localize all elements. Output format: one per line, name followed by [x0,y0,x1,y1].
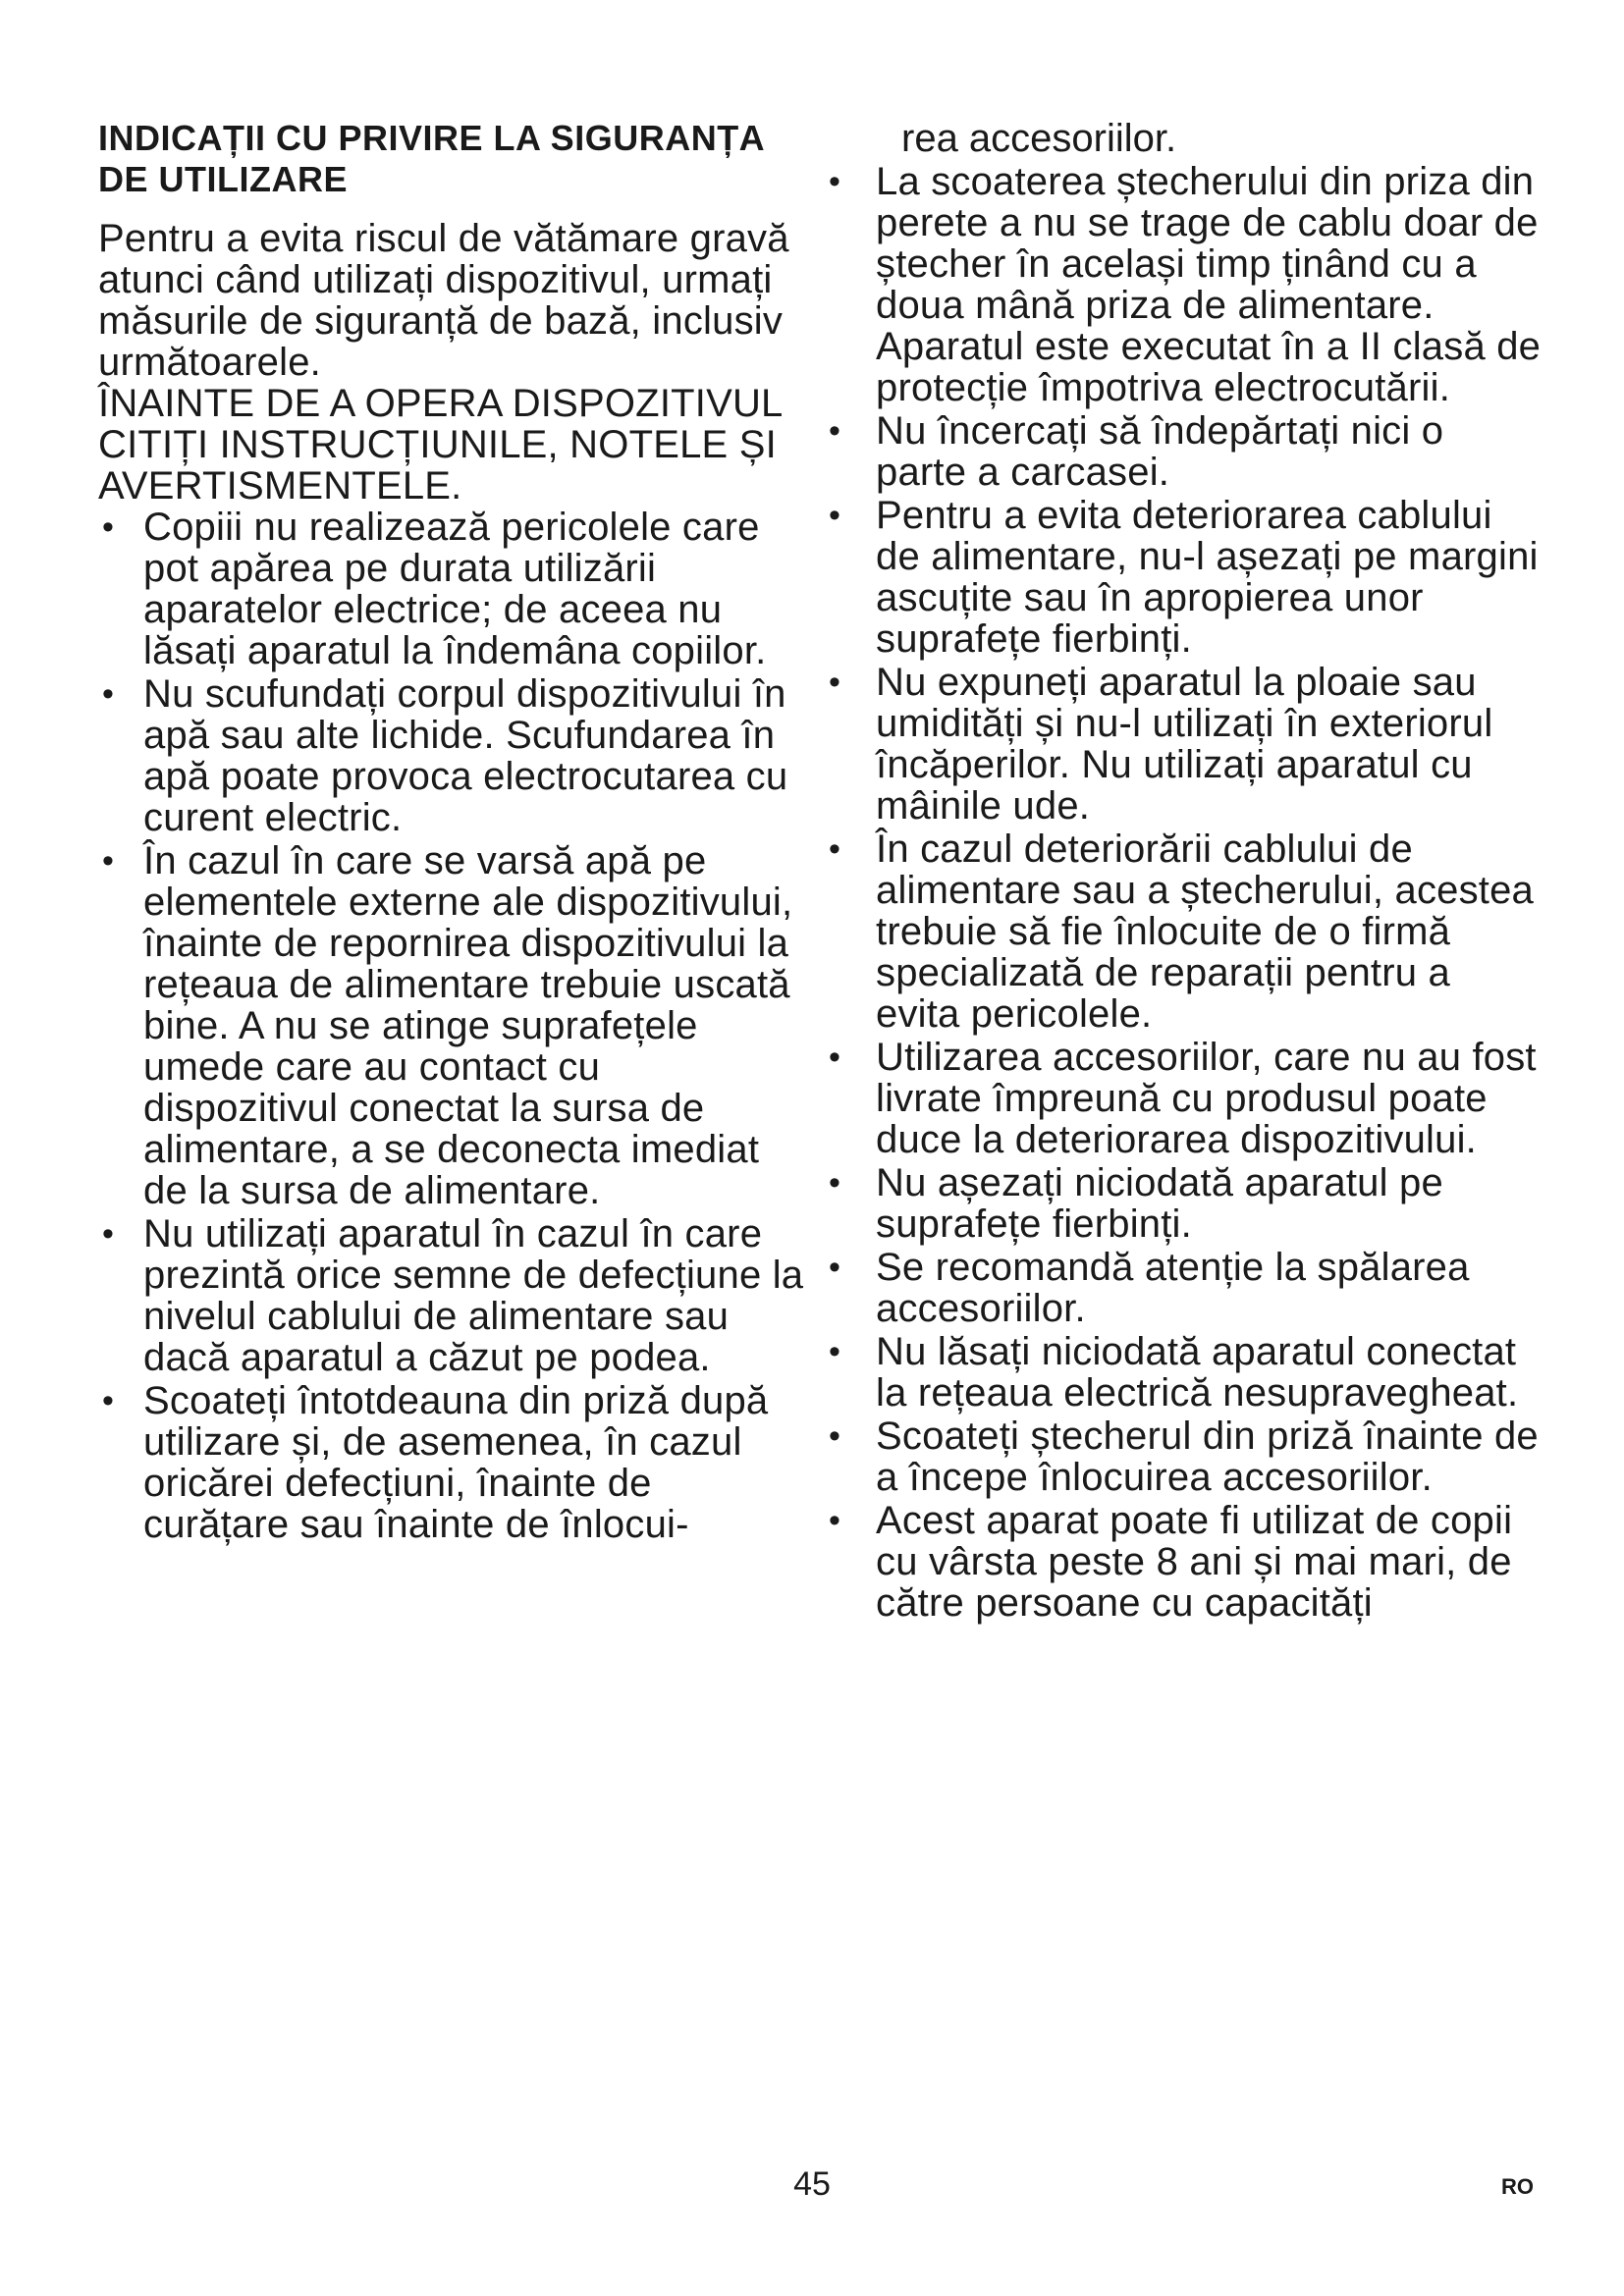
bullet-icon: • [829,1417,841,1455]
list-item [825,1162,1542,1245]
list-item-text: Nu lăsați niciodată aparatul conectat la rețeaua electrică nesupravegheat. [876,1330,1519,1415]
bullet-icon: • [102,1382,115,1419]
list-item [98,1213,805,1378]
bullet-icon: • [102,508,115,546]
left-bullet-list [98,507,805,1545]
continued-text: rea accesoriilor. [901,117,1177,160]
list-item [825,828,1542,1035]
bullet-icon: • [829,664,841,701]
bullet-icon: • [829,1249,841,1286]
list-item-text: În cazul în care se varsă apă pe elementele externe ale dispozitivului, înainte de repornirea dispozitivului la rețeaua de alimentare trebuie uscată bine. A nu se atinge suprafețele umede care au contact cu dispozitivul conectat la sursa de alimentare, a se deconecta imediat de la sursa de alimentare. [143,839,793,1212]
list-item-text: Copiii nu realizează pericolele care pot apărea pe durata utilizării aparatelor electrice; de aceea nu lăsați aparatul la îndemâna copiilor. [143,506,767,672]
intro-paragraph: Pentru a evita riscul de vătămare gravă atunci când utilizați dispozitivul, urmați măsurile de siguranță de bază, inclusiv următoarele. [98,217,789,384]
page-number: 45 [793,2165,831,2203]
list-item [98,507,805,671]
list-item-text: Scoateți întotdeauna din priză după utilizare și, de asemenea, în cazul oricărei defecțiuni, înainte de curățare sau înainte de înlocui- [143,1379,769,1546]
section-heading: INDICAȚII CU PRIVIRE LA SIGURANȚA DE UTILIZARE [98,118,764,199]
list-item [98,673,805,838]
list-item-text: Nu scufundați corpul dispozitivului în apă sau alte lichide. Scufundarea în apă poate provoca electrocutarea cu curent electric. [143,672,788,839]
list-item-text: În cazul deteriorării cablului de alimentare sau a ștecherului, acestea trebuie să fie înlocuite de o firmă specializată de reparații pentru a evita pericolele. [876,828,1534,1036]
bullet-icon: • [102,1215,115,1253]
bullet-icon: • [102,675,115,713]
list-item [825,1247,1542,1329]
bullet-icon: • [829,412,841,450]
list-item-text: Nu încercați să îndepărtați nici o parte a carcasei. [876,409,1444,494]
bullet-icon: • [829,1502,841,1539]
list-item-text: Nu expuneți aparatul la ploaie sau umidități și nu-l utilizați în exteriorul încăperilor. Nu utilizați aparatul cu mâinile ude. [876,661,1493,828]
list-item [825,161,1542,408]
right-bullet-list [825,161,1542,1624]
list-item-text: Nu utilizați aparatul în cazul în care prezintă orice semne de defecțiune la nivelul cablului de alimentare sau dacă aparatul a căzut pe podea. [143,1212,804,1379]
list-item-text: La scoaterea ștecherului din priza din perete a nu se trage de cablu doar de ștecher în același timp ținând cu a doua mână priza de alimentare. Aparatul este executat în a II clasă de protecție împotriva electrocutării. [876,160,1542,409]
language-code: RO [1501,2174,1534,2199]
list-item [825,1500,1542,1624]
list-item-text: Scoateți ștecherul din priză înainte de a începe înlocuirea accesoriilor. [876,1415,1539,1499]
list-item [825,1331,1542,1414]
list-item-text: Acest aparat poate fi utilizat de copii cu vârsta peste 8 ani și mai mari, de către persoane cu capacități [876,1499,1513,1625]
list-item [825,1037,1542,1160]
bullet-icon: • [829,1164,841,1201]
list-item-text: Nu așezați niciodată aparatul pe suprafețe fierbinți. [876,1161,1443,1246]
list-item [825,1415,1542,1498]
list-item [98,840,805,1211]
bullet-icon: • [829,830,841,868]
right-column [825,118,1542,1626]
list-item-text: Utilizarea accesoriilor, care nu au fost livrate împreună cu produsul poate duce la deteriorarea dispozitivului. [876,1036,1537,1161]
list-item [825,495,1542,660]
list-item-text: Se recomandă atenție la spălarea accesoriilor. [876,1246,1470,1330]
bullet-icon: • [829,1333,841,1370]
bullet-icon: • [102,842,115,880]
list-item [98,1380,805,1545]
list-item [825,410,1542,493]
bullet-icon: • [829,1039,841,1076]
bullet-icon: • [829,163,841,200]
list-item-text: Pentru a evita deteriorarea cablului de alimentare, nu-l așezați pe margini ascuțite sau în apropierea unor suprafețe fierbinți. [876,494,1539,661]
warning-paragraph: ÎNAINTE DE A OPERA DISPOZITIVUL CITIȚI INSTRUCȚIUNILE, NOTELE ȘI AVERTISMENTELE. [98,382,783,507]
bullet-icon: • [829,497,841,534]
list-item [825,662,1542,827]
left-column [98,118,805,1547]
